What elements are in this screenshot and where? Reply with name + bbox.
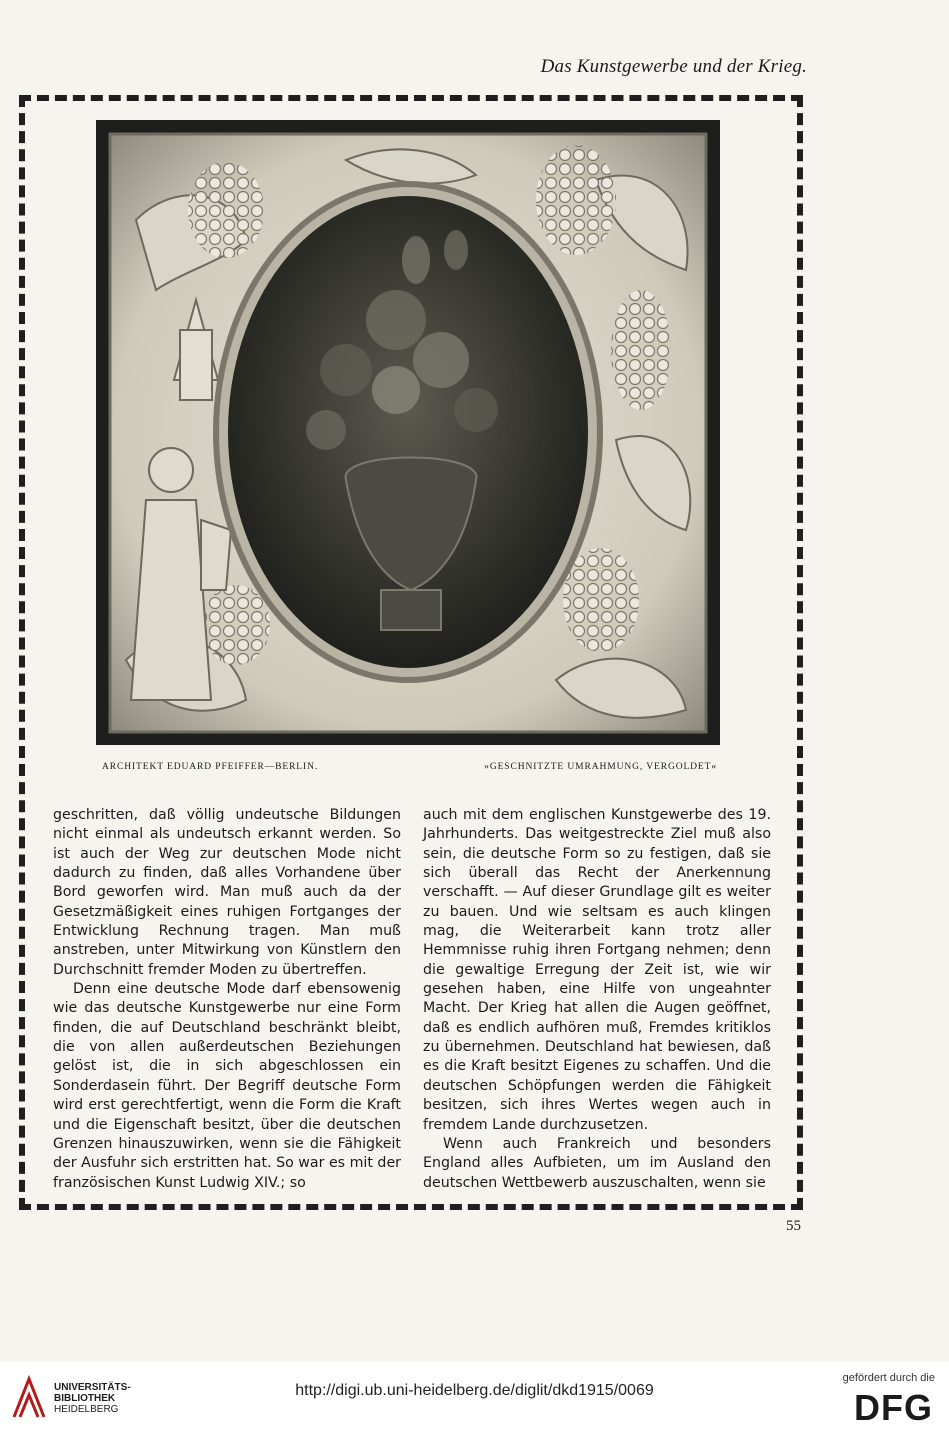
carved-frame-photo: [96, 120, 720, 745]
text-column-left: [53, 806, 401, 1193]
permalink-url[interactable]: http://digi.ub.uni-heidelberg.de/diglit/dkd1915/0069: [295, 1382, 654, 1399]
library-line-3: HEIDELBERG: [54, 1404, 119, 1415]
page-number: 55: [786, 1218, 801, 1234]
paragraph: Denn eine deutsche Mode darf ebensowenig wie das deutsche Kunstgewerbe nur eine Form finden, die auf Deutschland beschränkt bleibt, die von allen außerdeutschen Beziehungen gelöst ist, die in sich abgeschlossen ein Sonderdasein führt. Der Begriff deutsche Form wird erst gerechtfertigt, wenn die Form die Kraft und die Eigenschaft besitzt, über die deutschen Grenzen hinauszuwirken, wenn sie die Fähigkeit der Ausfuhr sich erstritten hat. So war es mit der französischen Kunst Ludwig XIV.; so: [53, 981, 401, 1191]
paragraph: geschritten, daß völlig undeutsche Bildungen nicht einmal als undeutsch erkannt werden. So ist auch der Weg zur deutschen Mode nicht dadurch zu finden, daß alles Vorhandene über Bord geworfen wird. Man muß auch da der Gesetzmäßigkeit eines ruhigen Fortganges der Entwicklung Rechnung tragen. Man muß anstreben, unter Mitwirkung von Künstlern den Durchschnitt fremder Moden zu übertreffen.: [53, 807, 401, 978]
sponsor-note: gefördert durch die: [842, 1372, 935, 1384]
dfg-logo-icon[interactable]: DFG: [854, 1387, 933, 1428]
running-head: Das Kunstgewerbe und der Krieg.: [540, 56, 807, 77]
paragraph: auch mit dem englischen Kunstgewerbe des 19. Jahrhunderts. Das weitgestreckte Ziel muß also sein, die deutsche Form so zu festigen, daß sie sich überall das Recht der Anerkennung verschafft. — Auf dieser Grundlage gilt es weiter zu bauen. Und wie seltsam es auch klingen mag, die Weiterarbeit kann trotz aller Hemmnisse ruhig ihren Fortgang nehmen; denn die gewaltige Erregung der Zeit ist, wie wir gesehen haben, eine Hilfe von ungeahnter Macht. Der Krieg hat allen die Augen geöffnet, daß es endlich aufhören muß, Fremdes kritiklos zu übernehmen. Deutschland hat bewiesen, daß es die Kraft besitzt Eigenes zu schaffen. Und die deutschen Schöpfungen werden die Fähigkeit besitzen, sich ihres Wertes wegen auch in fremdem Lande durchzusetzen.: [423, 807, 771, 1133]
figure-caption-architect: ARCHITEKT EDUARD PFEIFFER—BERLIN.: [102, 762, 319, 772]
figure-caption-title: »GESCHNITZTE UMRAHMUNG, VERGOLDET«: [484, 762, 717, 772]
library-line-2: BIBLIOTHEK: [54, 1393, 116, 1404]
paragraph: Wenn auch Frankreich und besonders England alles Aufbieten, um im Ausland den deutschen Wettbewerb auszuschalten, wenn sie: [423, 1135, 771, 1191]
library-line-1: UNIVERSITÄTS-: [54, 1382, 131, 1393]
carved-frame-image: [96, 120, 720, 745]
text-column-right: [423, 806, 771, 1193]
